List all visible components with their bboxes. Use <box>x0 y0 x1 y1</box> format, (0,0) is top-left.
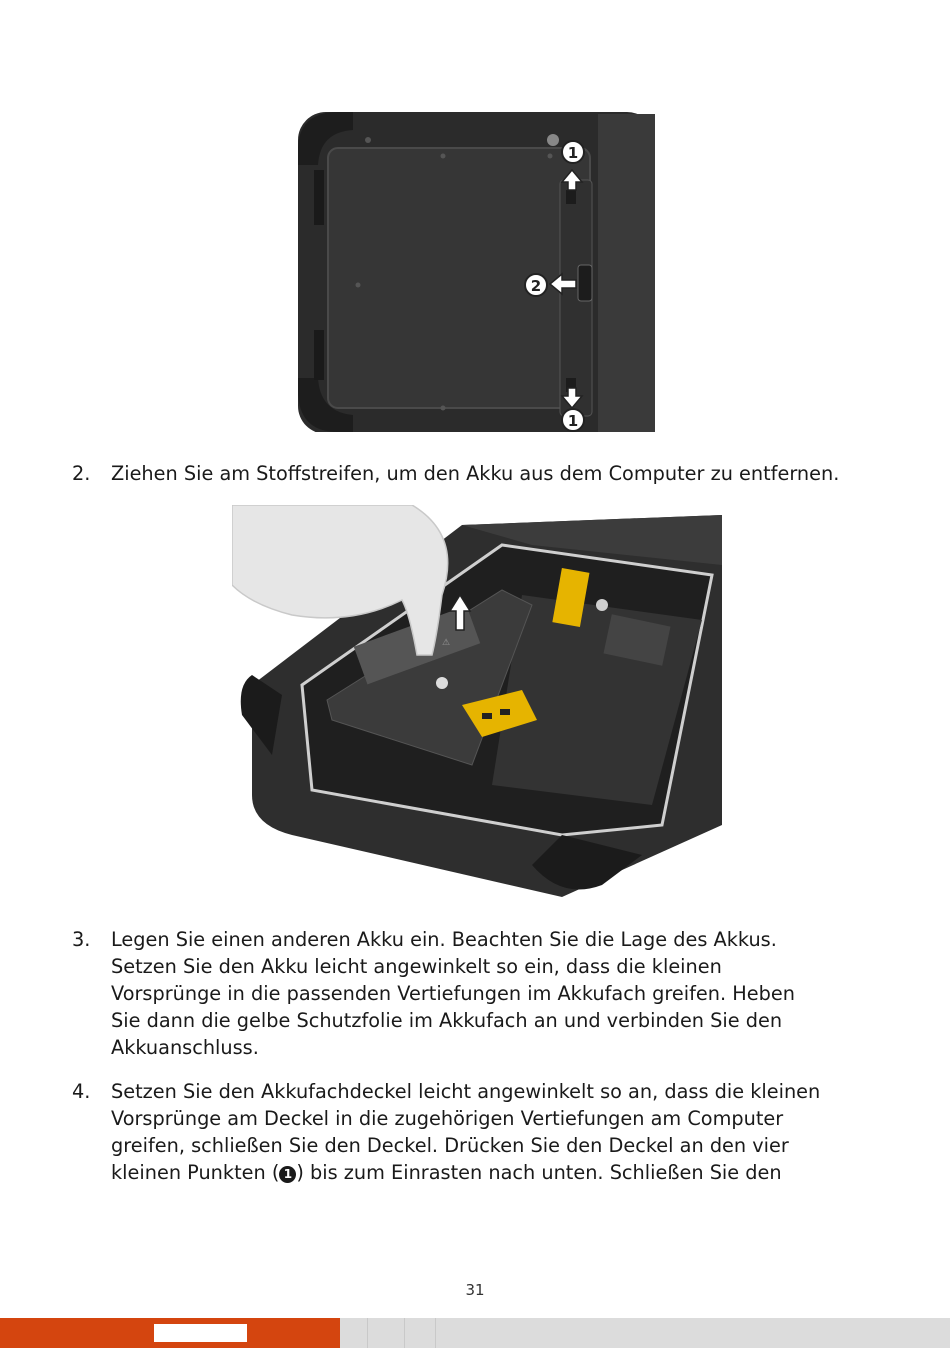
tablet-back-figure <box>298 110 655 432</box>
step-text: Legen Sie einen anderen Akku ein. Beachten Sie die Lage des Akkus. Setzen Sie den Akku leicht angewinkelt so ein, dass die kleinen Vorsprünge in die passenden Vertiefungen im Akkufach greifen. Heben Sie dann die gelbe Schutzfolie im Akkufach an und verbinden Sie den Akkuanschluss. <box>111 928 795 1059</box>
footer-bar <box>0 1318 950 1348</box>
footer-highlight <box>154 1324 247 1342</box>
step-text: Setzen Sie den Akkufachdeckel leicht angewinkelt so an, dass die kleinen Vorsprünge am Deckel in die zugehörigen Vertiefungen am Computer greifen, schließen Sie den Deckel. Drücken Sie den Deckel an den vier kleinen Punkten ( 1 ) bis zum Einrasten nach unten. Schließen Sie den <box>111 1080 821 1184</box>
footer-gray <box>340 1318 950 1348</box>
step-number: 3. <box>72 928 91 951</box>
battery-removal-figure <box>232 505 722 897</box>
callout-1-bottom <box>562 409 584 431</box>
circled-number-icon: 1 <box>279 1166 296 1183</box>
callout-1-top <box>562 141 584 163</box>
warning-icon: ⚠ <box>442 638 451 648</box>
step-number: 4. <box>72 1080 91 1103</box>
page-number: 31 <box>465 1281 485 1299</box>
callout-2 <box>525 274 547 296</box>
step-number: 2. <box>72 462 91 485</box>
svg-text:1: 1 <box>567 144 579 162</box>
svg-text:1: 1 <box>567 412 579 430</box>
step-text: Ziehen Sie am Stoffstreifen, um den Akku aus dem Computer zu entfernen. <box>111 462 840 485</box>
svg-text:2: 2 <box>530 277 542 295</box>
